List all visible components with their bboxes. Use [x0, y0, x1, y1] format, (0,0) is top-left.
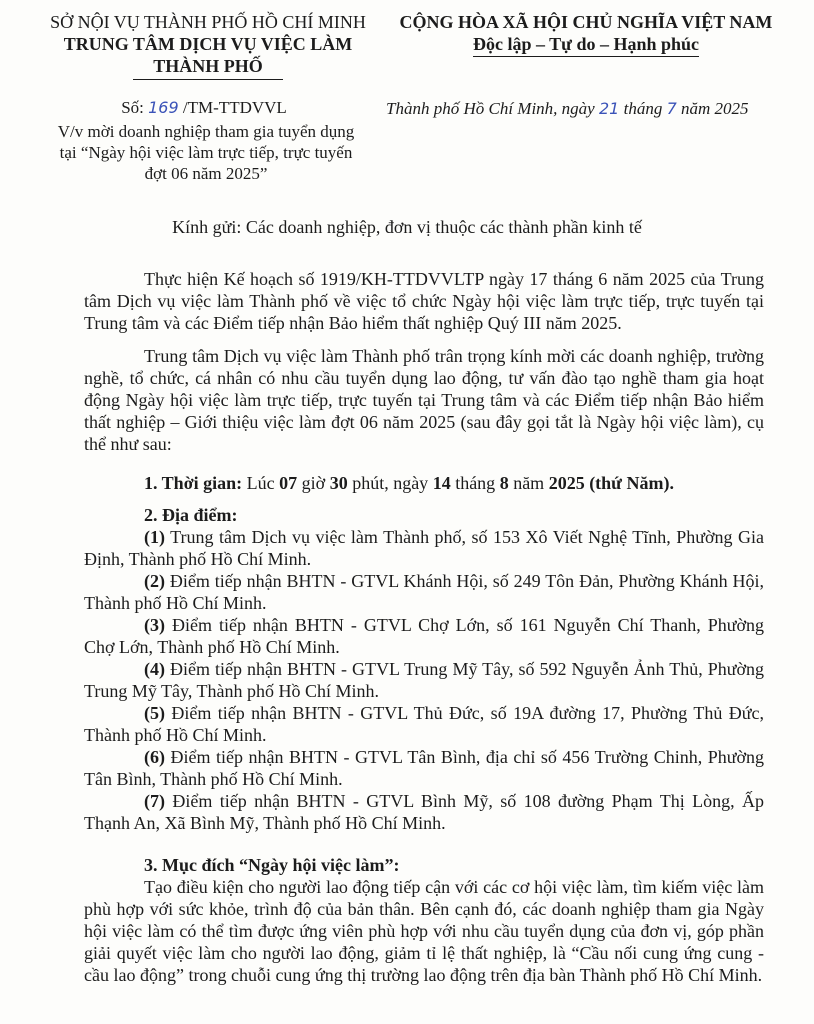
location-number: (2)	[144, 571, 165, 591]
document-subject	[36, 121, 376, 184]
location-item	[84, 570, 764, 614]
location-number: (5)	[144, 703, 165, 723]
location-item	[84, 614, 764, 658]
location-text: Điểm tiếp nhận BHTN - GTVL Chợ Lớn, số 161 Nguyễn Chí Thanh, Phường Chợ Lớn, Thành phố Hồ Chí Minh.	[84, 615, 764, 657]
document-number	[44, 97, 364, 119]
national-heading-block	[386, 11, 786, 57]
location-item	[84, 702, 764, 746]
purpose-paragraph: Tạo điều kiện cho người lao động tiếp cận với các cơ hội việc làm, tìm kiếm việc làm phù hợp với sức khỏe, trình độ của bản thân. Bên cạnh đó, các doanh nghiệp tham gia Ngày hội việc làm có thể tìm được ứng viên phù hợp với nhu cầu tuyển dụng của đơn vị, góp phần giải quyết việc làm cho người lao động, giảm tỉ lệ thất nghiệp, là “Cầu nối cung ứng cung - cầu lao động” trong chuỗi cung ứng thị trường lao động trên địa bàn Thành phố Hồ Chí Minh.	[84, 877, 764, 985]
parent-agency: SỞ NỘI VỤ THÀNH PHỐ HỒ CHÍ MINH	[50, 12, 366, 32]
location-text: Điểm tiếp nhận BHTN - GTVL Khánh Hội, số 249 Tôn Đản, Phường Khánh Hội, Thành phố Hồ Chí Minh.	[84, 571, 764, 613]
section-time: 1. Thời gian: Lúc 07 giờ 30 phút, ngày 14 tháng 8 năm 2025 (thứ Năm).	[144, 473, 674, 493]
national-title: CỘNG HÒA XÃ HỘI CHỦ NGHĨA VIỆT NAM	[399, 12, 773, 32]
section-time-label: 1. Thời gian:	[144, 473, 243, 493]
location-item	[84, 746, 764, 790]
number-prefix: Số:	[121, 98, 144, 117]
subject-line2: tại “Ngày hội việc làm trực tiếp, trực tuyến	[59, 143, 353, 162]
date-prefix: Thành phố Hồ Chí Minh, ngày	[386, 99, 595, 118]
location-number: (7)	[144, 791, 165, 811]
section-purpose-label: 3. Mục đích “Ngày hội việc làm”:	[144, 855, 400, 875]
date-mid: tháng	[623, 99, 663, 118]
subject-line3: đợt 06 năm 2025”	[144, 164, 268, 183]
agency-underline	[133, 79, 283, 80]
handwritten-number: 169	[148, 98, 179, 117]
location-text: Điểm tiếp nhận BHTN - GTVL Trung Mỹ Tây, số 592 Nguyễn Ảnh Thủ, Phường Trung Mỹ Tây, Thành phố Hồ Chí Minh.	[84, 659, 764, 701]
recipient-line: Kính gửi: Các doanh nghiệp, đơn vị thuộc các thành phần kinh tế	[172, 217, 642, 237]
location-text: Trung tâm Dịch vụ việc làm Thành phố, số 153 Xô Viết Nghệ Tĩnh, Phường Gia Định, Thành phố Hồ Chí Minh.	[84, 527, 764, 569]
subject-line1: V/v mời doanh nghiệp tham gia tuyển dụng	[57, 122, 355, 141]
number-suffix: /TM-TTDVVL	[182, 98, 287, 117]
location-text: Điểm tiếp nhận BHTN - GTVL Thủ Đức, số 19A đường 17, Phường Thủ Đức, Thành phố Hồ Chí Minh.	[84, 703, 764, 745]
location-item	[84, 658, 764, 702]
location-item	[84, 526, 764, 570]
document-body	[84, 268, 764, 986]
location-number: (4)	[144, 659, 165, 679]
location-list	[84, 526, 764, 834]
national-motto: Độc lập – Tự do – Hạnh phúc	[473, 33, 699, 57]
paragraph-invitation: Trung tâm Dịch vụ việc làm Thành phố trân trọng kính mời các doanh nghiệp, trường nghề, tổ chức, cá nhân có nhu cầu tuyển dụng lao động, tư vấn đào tạo nghề tham gia hoạt động Ngày hội việc làm trực tiếp, trực tuyến tại Trung tâm và các Điểm tiếp nhận Bảo hiểm thất nghiệp – Giới thiệu việc làm đợt 06 năm 2025 (sau đây gọi tắt là Ngày hội việc làm), cụ thể như sau:	[84, 346, 764, 454]
date-suffix: năm 2025	[681, 99, 749, 118]
location-number: (1)	[144, 527, 165, 547]
location-number: (3)	[144, 615, 165, 635]
document-date	[386, 99, 786, 119]
handwritten-day: 21	[598, 99, 620, 118]
handwritten-month: 7	[666, 99, 677, 118]
agency-name-line2: THÀNH PHỐ	[153, 56, 263, 76]
location-number: (6)	[144, 747, 165, 767]
location-text: Điểm tiếp nhận BHTN - GTVL Tân Bình, địa chỉ số 456 Trường Chinh, Phường Tân Bình, Thành phố Hồ Chí Minh.	[84, 747, 764, 789]
location-item	[84, 790, 764, 834]
issuing-agency-block	[38, 11, 378, 80]
section-location-label: 2. Địa điểm:	[144, 505, 238, 525]
agency-name-line1: TRUNG TÂM DỊCH VỤ VIỆC LÀM	[63, 34, 353, 54]
paragraph-plan-reference: Thực hiện Kế hoạch số 1919/KH-TTDVVLTP ngày 17 tháng 6 năm 2025 của Trung tâm Dịch vụ việc làm Thành phố về việc tổ chức Ngày hội việc làm trực tiếp, trực tuyến tại Trung tâm và các Điểm tiếp nhận Bảo hiểm thất nghiệp Quý III năm 2025.	[84, 269, 764, 333]
location-text: Điểm tiếp nhận BHTN - GTVL Bình Mỹ, số 108 đường Phạm Thị Lòng, Ấp Thạnh An, Xã Bình Mỹ, Thành phố Hồ Chí Minh.	[84, 791, 764, 833]
